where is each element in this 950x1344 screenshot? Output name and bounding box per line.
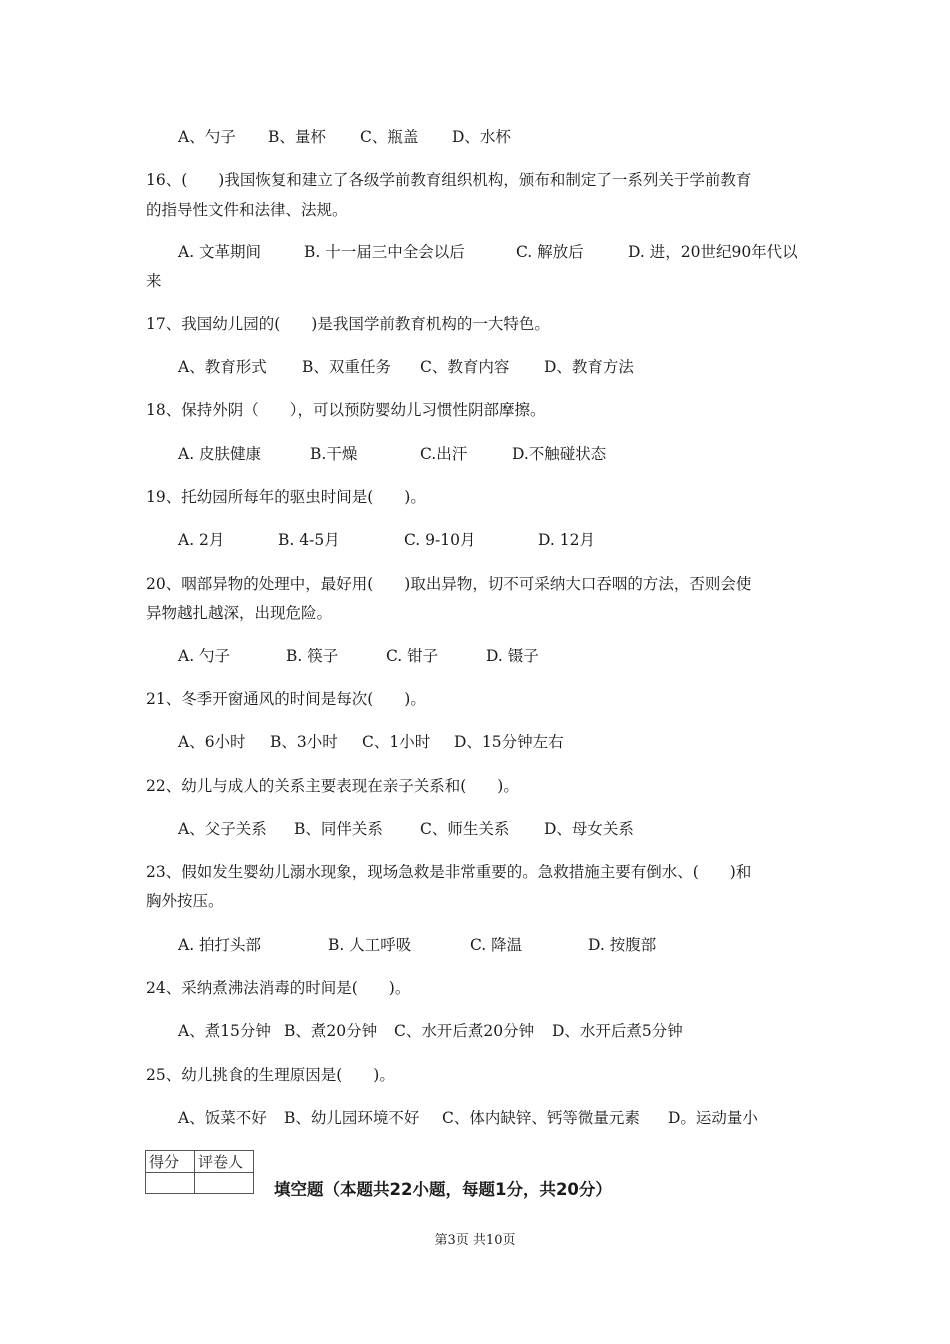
q19-option-c: C. 9-10月: [404, 531, 476, 549]
q25-option-d: D。运动量小: [668, 1109, 758, 1127]
q21-stem: 21、冬季开窗通风的时间是每次( )。: [146, 690, 426, 708]
q22-option-d: D、母女关系: [544, 820, 634, 838]
q18-stem: 18、保持外阴（ ），可以预防婴幼儿习惯性阴部摩擦。: [146, 401, 546, 419]
q23-stem-line1: 23、假如发生婴幼儿溺水现象，现场急救是非常重要的。急救措施主要有倒水、( )和: [146, 863, 752, 881]
q20-option-a: A. 勺子: [178, 647, 231, 665]
q18-option-a: A. 皮肤健康: [178, 445, 262, 463]
section-title: 填空题（本题共22小题，每题1分，共20分）: [274, 1180, 612, 1199]
q20-stem-line2: 异物越扎越深，出现危险。: [146, 604, 333, 622]
q21-option-c: C、1小时: [362, 733, 431, 751]
q18-option-c: C.出汗: [420, 445, 468, 463]
q17-stem: 17、我国幼儿园的( )是我国学前教育机构的一大特色。: [146, 315, 550, 333]
q17-option-c: C、教育内容: [420, 358, 510, 376]
q24-option-b: B、煮20分钟: [284, 1022, 378, 1040]
q22-option-b: B、同伴关系: [294, 820, 383, 838]
q23-option-a: A. 拍打头部: [178, 936, 262, 954]
q20-option-b: B. 筷子: [286, 647, 339, 665]
q17-option-d: D、教育方法: [544, 358, 634, 376]
q20-option-d: D. 镊子: [486, 647, 539, 665]
q21-option-d: D、15分钟左右: [454, 733, 564, 751]
q19-option-d: D. 12月: [538, 531, 595, 549]
q17-option-b: B、双重任务: [302, 358, 391, 376]
q25-stem: 25、幼儿挑食的生理原因是( )。: [146, 1066, 395, 1084]
q16-option-d-continued: 来: [146, 272, 162, 290]
q25-option-a: A、饭菜不好: [178, 1109, 267, 1127]
score-table: [145, 1150, 254, 1194]
q25-option-b: B、幼儿园环境不好: [284, 1109, 420, 1127]
q19-stem: 19、托幼园所每年的驱虫时间是( )。: [146, 488, 426, 506]
q16-option-a: A. 文革期间: [178, 243, 262, 261]
q23-option-b: B. 人工呼吸: [328, 936, 412, 954]
score-table-blank-row: [146, 1173, 254, 1194]
q24-stem: 24、采纳煮沸法消毒的时间是( )。: [146, 979, 411, 997]
q15-option-a: A、勺子: [178, 128, 236, 146]
grader-header: 评卷人: [195, 1151, 254, 1173]
q17-option-a: A、教育形式: [178, 358, 267, 376]
q22-option-c: C、师生关系: [420, 820, 510, 838]
score-table-header-row: [146, 1151, 254, 1173]
grader-cell: [195, 1173, 254, 1194]
q18-option-b: B.干燥: [310, 445, 358, 463]
q24-option-a: A、煮15分钟: [178, 1022, 271, 1040]
score-cell: [146, 1173, 195, 1194]
page-footer: 第3页 共10页: [434, 1233, 516, 1248]
q16-stem-line1: 16、( )我国恢复和建立了各级学前教育组织机构，颁布和制定了一系列关于学前教育: [146, 171, 752, 189]
q15-option-d: D、水杯: [452, 128, 511, 146]
q19-option-b: B. 4-5月: [278, 531, 340, 549]
q23-stem-line2: 胸外按压。: [146, 892, 224, 910]
q16-stem-line2: 的指导性文件和法律、法规。: [146, 201, 348, 219]
q21-option-b: B、3小时: [270, 733, 338, 751]
q24-option-d: D、水开后煮5分钟: [552, 1022, 683, 1040]
q22-stem: 22、幼儿与成人的关系主要表现在亲子关系和( )。: [146, 777, 519, 795]
q21-option-a: A、6小时: [178, 733, 246, 751]
q16-option-c: C. 解放后: [516, 243, 584, 261]
q15-option-c: C、瓶盖: [360, 128, 419, 146]
q20-stem-line1: 20、咽部异物的处理中，最好用( )取出异物，切不可采纳大口吞咽的方法，否则会使: [146, 575, 752, 593]
q18-option-d: D.不触碰状态: [512, 445, 607, 463]
q24-option-c: C、水开后煮20分钟: [394, 1022, 535, 1040]
score-header: 得分: [146, 1151, 195, 1173]
q19-option-a: A. 2月: [178, 531, 225, 549]
q23-option-c: C. 降温: [470, 936, 523, 954]
q15-option-b: B、量杯: [268, 128, 326, 146]
q23-option-d: D. 按腹部: [588, 936, 657, 954]
q16-option-b: B. 十一届三中全会以后: [304, 243, 465, 261]
q20-option-c: C. 钳子: [386, 647, 439, 665]
q16-option-d: D. 进，20世纪90年代以: [628, 243, 798, 261]
q25-option-c: C、体内缺锌、钙等微量元素: [442, 1109, 640, 1127]
q22-option-a: A、父子关系: [178, 820, 267, 838]
